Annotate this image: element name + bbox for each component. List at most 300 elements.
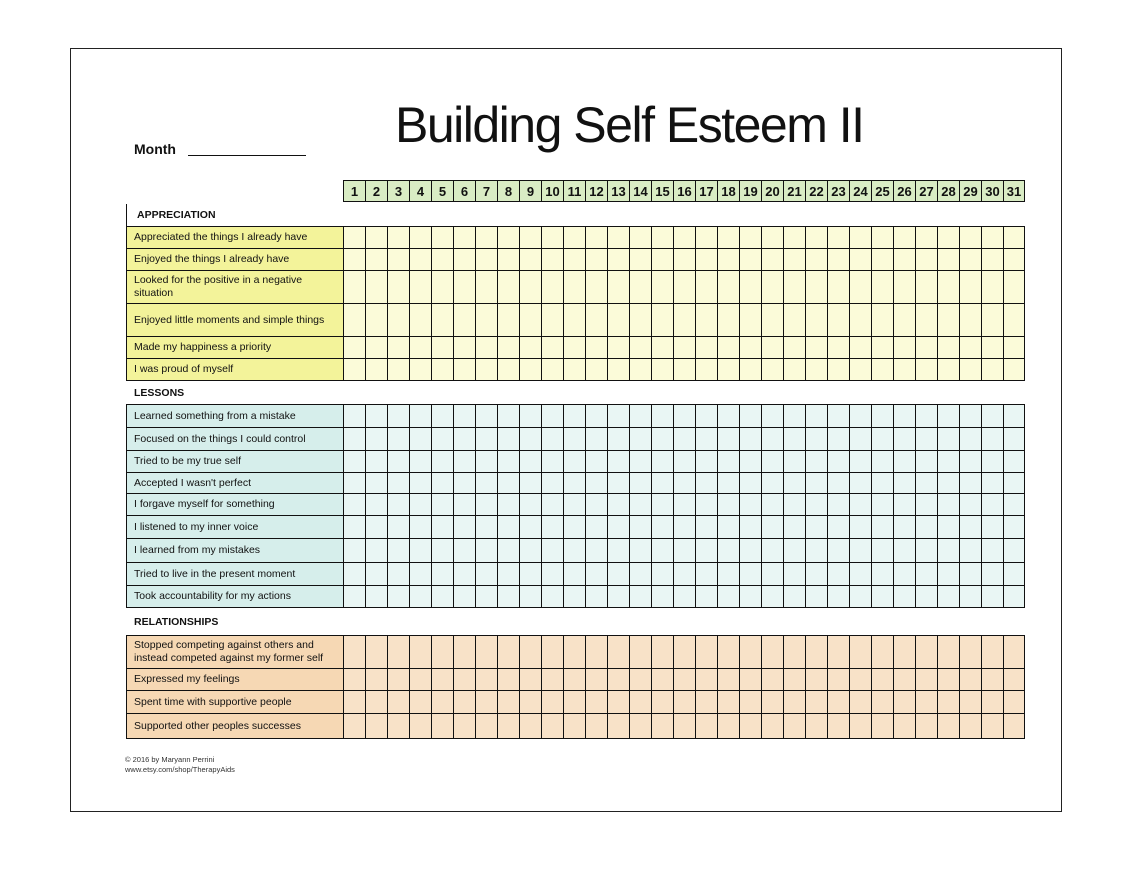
checkbox-cell[interactable] <box>849 472 871 493</box>
checkbox-cell[interactable] <box>1003 248 1025 270</box>
checkbox-cell[interactable] <box>871 303 893 336</box>
checkbox-cell[interactable] <box>695 427 717 450</box>
checkbox-cell[interactable] <box>871 450 893 472</box>
checkbox-cell[interactable] <box>519 358 541 380</box>
checkbox-cell[interactable] <box>409 472 431 493</box>
checkbox-cell[interactable] <box>475 427 497 450</box>
checkbox-cell[interactable] <box>585 668 607 690</box>
checkbox-cell[interactable] <box>497 493 519 515</box>
checkbox-cell[interactable] <box>959 515 981 538</box>
checkbox-cell[interactable] <box>717 336 739 358</box>
checkbox-cell[interactable] <box>915 493 937 515</box>
checkbox-cell[interactable] <box>871 270 893 303</box>
checkbox-cell[interactable] <box>783 635 805 668</box>
checkbox-cell[interactable] <box>959 404 981 427</box>
checkbox-cell[interactable] <box>387 226 409 248</box>
checkbox-cell[interactable] <box>585 713 607 738</box>
checkbox-cell[interactable] <box>761 404 783 427</box>
checkbox-cell[interactable] <box>937 358 959 380</box>
checkbox-cell[interactable] <box>827 358 849 380</box>
checkbox-cell[interactable] <box>827 303 849 336</box>
checkbox-cell[interactable] <box>937 427 959 450</box>
checkbox-cell[interactable] <box>365 713 387 738</box>
checkbox-cell[interactable] <box>981 713 1003 738</box>
checkbox-cell[interactable] <box>717 427 739 450</box>
checkbox-cell[interactable] <box>585 472 607 493</box>
checkbox-cell[interactable] <box>981 690 1003 713</box>
checkbox-cell[interactable] <box>827 450 849 472</box>
checkbox-cell[interactable] <box>497 562 519 585</box>
checkbox-cell[interactable] <box>827 538 849 562</box>
checkbox-cell[interactable] <box>475 493 497 515</box>
checkbox-cell[interactable] <box>1003 472 1025 493</box>
checkbox-cell[interactable] <box>717 585 739 607</box>
checkbox-cell[interactable] <box>783 303 805 336</box>
checkbox-cell[interactable] <box>849 270 871 303</box>
checkbox-cell[interactable] <box>695 303 717 336</box>
checkbox-cell[interactable] <box>365 538 387 562</box>
checkbox-cell[interactable] <box>585 270 607 303</box>
checkbox-cell[interactable] <box>805 562 827 585</box>
checkbox-cell[interactable] <box>607 493 629 515</box>
checkbox-cell[interactable] <box>431 538 453 562</box>
checkbox-cell[interactable] <box>607 585 629 607</box>
checkbox-cell[interactable] <box>761 562 783 585</box>
checkbox-cell[interactable] <box>893 668 915 690</box>
checkbox-cell[interactable] <box>431 562 453 585</box>
checkbox-cell[interactable] <box>871 472 893 493</box>
checkbox-cell[interactable] <box>453 472 475 493</box>
checkbox-cell[interactable] <box>695 585 717 607</box>
checkbox-cell[interactable] <box>365 248 387 270</box>
checkbox-cell[interactable] <box>475 226 497 248</box>
checkbox-cell[interactable] <box>937 404 959 427</box>
checkbox-cell[interactable] <box>695 358 717 380</box>
checkbox-cell[interactable] <box>893 635 915 668</box>
checkbox-cell[interactable] <box>431 472 453 493</box>
checkbox-cell[interactable] <box>387 515 409 538</box>
checkbox-cell[interactable] <box>937 450 959 472</box>
checkbox-cell[interactable] <box>629 303 651 336</box>
checkbox-cell[interactable] <box>629 562 651 585</box>
checkbox-cell[interactable] <box>1003 515 1025 538</box>
checkbox-cell[interactable] <box>915 404 937 427</box>
checkbox-cell[interactable] <box>497 270 519 303</box>
checkbox-cell[interactable] <box>783 248 805 270</box>
checkbox-cell[interactable] <box>915 713 937 738</box>
checkbox-cell[interactable] <box>563 270 585 303</box>
checkbox-cell[interactable] <box>651 635 673 668</box>
checkbox-cell[interactable] <box>981 336 1003 358</box>
checkbox-cell[interactable] <box>431 450 453 472</box>
checkbox-cell[interactable] <box>629 713 651 738</box>
checkbox-cell[interactable] <box>453 270 475 303</box>
checkbox-cell[interactable] <box>585 226 607 248</box>
checkbox-cell[interactable] <box>431 668 453 690</box>
checkbox-cell[interactable] <box>651 585 673 607</box>
checkbox-cell[interactable] <box>827 226 849 248</box>
checkbox-cell[interactable] <box>739 404 761 427</box>
checkbox-cell[interactable] <box>937 515 959 538</box>
checkbox-cell[interactable] <box>629 585 651 607</box>
checkbox-cell[interactable] <box>827 336 849 358</box>
checkbox-cell[interactable] <box>409 562 431 585</box>
checkbox-cell[interactable] <box>673 515 695 538</box>
checkbox-cell[interactable] <box>893 690 915 713</box>
checkbox-cell[interactable] <box>497 226 519 248</box>
checkbox-cell[interactable] <box>409 427 431 450</box>
checkbox-cell[interactable] <box>365 690 387 713</box>
checkbox-cell[interactable] <box>497 450 519 472</box>
checkbox-cell[interactable] <box>519 635 541 668</box>
checkbox-cell[interactable] <box>497 303 519 336</box>
checkbox-cell[interactable] <box>431 303 453 336</box>
checkbox-cell[interactable] <box>739 336 761 358</box>
checkbox-cell[interactable] <box>585 336 607 358</box>
checkbox-cell[interactable] <box>1003 404 1025 427</box>
checkbox-cell[interactable] <box>805 270 827 303</box>
checkbox-cell[interactable] <box>849 690 871 713</box>
checkbox-cell[interactable] <box>717 303 739 336</box>
checkbox-cell[interactable] <box>651 336 673 358</box>
checkbox-cell[interactable] <box>497 427 519 450</box>
checkbox-cell[interactable] <box>651 515 673 538</box>
checkbox-cell[interactable] <box>431 427 453 450</box>
checkbox-cell[interactable] <box>585 358 607 380</box>
checkbox-cell[interactable] <box>981 585 1003 607</box>
checkbox-cell[interactable] <box>343 538 365 562</box>
checkbox-cell[interactable] <box>607 635 629 668</box>
checkbox-cell[interactable] <box>849 538 871 562</box>
checkbox-cell[interactable] <box>497 358 519 380</box>
checkbox-cell[interactable] <box>915 515 937 538</box>
checkbox-cell[interactable] <box>849 668 871 690</box>
checkbox-cell[interactable] <box>629 270 651 303</box>
checkbox-cell[interactable] <box>673 562 695 585</box>
checkbox-cell[interactable] <box>981 427 1003 450</box>
checkbox-cell[interactable] <box>827 472 849 493</box>
checkbox-cell[interactable] <box>783 493 805 515</box>
checkbox-cell[interactable] <box>431 226 453 248</box>
checkbox-cell[interactable] <box>629 635 651 668</box>
checkbox-cell[interactable] <box>805 450 827 472</box>
checkbox-cell[interactable] <box>1003 562 1025 585</box>
checkbox-cell[interactable] <box>673 585 695 607</box>
checkbox-cell[interactable] <box>673 450 695 472</box>
checkbox-cell[interactable] <box>387 538 409 562</box>
checkbox-cell[interactable] <box>541 515 563 538</box>
checkbox-cell[interactable] <box>343 404 365 427</box>
checkbox-cell[interactable] <box>761 515 783 538</box>
checkbox-cell[interactable] <box>365 404 387 427</box>
checkbox-cell[interactable] <box>519 690 541 713</box>
checkbox-cell[interactable] <box>673 336 695 358</box>
checkbox-cell[interactable] <box>607 303 629 336</box>
checkbox-cell[interactable] <box>783 538 805 562</box>
checkbox-cell[interactable] <box>871 538 893 562</box>
checkbox-cell[interactable] <box>695 248 717 270</box>
checkbox-cell[interactable] <box>915 472 937 493</box>
checkbox-cell[interactable] <box>805 635 827 668</box>
checkbox-cell[interactable] <box>409 690 431 713</box>
checkbox-cell[interactable] <box>497 713 519 738</box>
checkbox-cell[interactable] <box>409 270 431 303</box>
checkbox-cell[interactable] <box>673 248 695 270</box>
checkbox-cell[interactable] <box>431 358 453 380</box>
checkbox-cell[interactable] <box>871 713 893 738</box>
checkbox-cell[interactable] <box>893 493 915 515</box>
checkbox-cell[interactable] <box>805 404 827 427</box>
checkbox-cell[interactable] <box>629 450 651 472</box>
checkbox-cell[interactable] <box>541 562 563 585</box>
checkbox-cell[interactable] <box>893 450 915 472</box>
checkbox-cell[interactable] <box>761 690 783 713</box>
checkbox-cell[interactable] <box>365 635 387 668</box>
checkbox-cell[interactable] <box>563 538 585 562</box>
checkbox-cell[interactable] <box>563 472 585 493</box>
checkbox-cell[interactable] <box>739 472 761 493</box>
checkbox-cell[interactable] <box>1003 226 1025 248</box>
checkbox-cell[interactable] <box>959 358 981 380</box>
checkbox-cell[interactable] <box>651 690 673 713</box>
checkbox-cell[interactable] <box>915 336 937 358</box>
checkbox-cell[interactable] <box>651 248 673 270</box>
checkbox-cell[interactable] <box>497 248 519 270</box>
checkbox-cell[interactable] <box>695 515 717 538</box>
checkbox-cell[interactable] <box>783 713 805 738</box>
checkbox-cell[interactable] <box>541 585 563 607</box>
checkbox-cell[interactable] <box>761 668 783 690</box>
checkbox-cell[interactable] <box>453 303 475 336</box>
checkbox-cell[interactable] <box>387 336 409 358</box>
checkbox-cell[interactable] <box>761 358 783 380</box>
checkbox-cell[interactable] <box>497 668 519 690</box>
checkbox-cell[interactable] <box>607 450 629 472</box>
checkbox-cell[interactable] <box>541 248 563 270</box>
checkbox-cell[interactable] <box>431 635 453 668</box>
checkbox-cell[interactable] <box>761 493 783 515</box>
checkbox-cell[interactable] <box>981 358 1003 380</box>
checkbox-cell[interactable] <box>739 515 761 538</box>
checkbox-cell[interactable] <box>849 248 871 270</box>
checkbox-cell[interactable] <box>673 427 695 450</box>
checkbox-cell[interactable] <box>563 358 585 380</box>
checkbox-cell[interactable] <box>849 515 871 538</box>
checkbox-cell[interactable] <box>959 585 981 607</box>
checkbox-cell[interactable] <box>541 635 563 668</box>
checkbox-cell[interactable] <box>629 248 651 270</box>
checkbox-cell[interactable] <box>937 690 959 713</box>
checkbox-cell[interactable] <box>893 270 915 303</box>
checkbox-cell[interactable] <box>519 248 541 270</box>
checkbox-cell[interactable] <box>519 270 541 303</box>
checkbox-cell[interactable] <box>497 515 519 538</box>
checkbox-cell[interactable] <box>343 303 365 336</box>
checkbox-cell[interactable] <box>1003 270 1025 303</box>
checkbox-cell[interactable] <box>585 303 607 336</box>
checkbox-cell[interactable] <box>937 585 959 607</box>
checkbox-cell[interactable] <box>871 668 893 690</box>
checkbox-cell[interactable] <box>607 404 629 427</box>
checkbox-cell[interactable] <box>585 690 607 713</box>
checkbox-cell[interactable] <box>629 668 651 690</box>
checkbox-cell[interactable] <box>959 270 981 303</box>
checkbox-cell[interactable] <box>409 713 431 738</box>
checkbox-cell[interactable] <box>365 585 387 607</box>
checkbox-cell[interactable] <box>629 515 651 538</box>
checkbox-cell[interactable] <box>629 336 651 358</box>
checkbox-cell[interactable] <box>607 515 629 538</box>
checkbox-cell[interactable] <box>893 226 915 248</box>
checkbox-cell[interactable] <box>651 450 673 472</box>
checkbox-cell[interactable] <box>849 585 871 607</box>
checkbox-cell[interactable] <box>563 226 585 248</box>
checkbox-cell[interactable] <box>343 270 365 303</box>
checkbox-cell[interactable] <box>343 358 365 380</box>
checkbox-cell[interactable] <box>475 690 497 713</box>
checkbox-cell[interactable] <box>783 270 805 303</box>
checkbox-cell[interactable] <box>717 538 739 562</box>
checkbox-cell[interactable] <box>387 690 409 713</box>
checkbox-cell[interactable] <box>519 450 541 472</box>
checkbox-cell[interactable] <box>959 690 981 713</box>
checkbox-cell[interactable] <box>607 427 629 450</box>
checkbox-cell[interactable] <box>343 635 365 668</box>
checkbox-cell[interactable] <box>849 450 871 472</box>
checkbox-cell[interactable] <box>1003 585 1025 607</box>
checkbox-cell[interactable] <box>409 336 431 358</box>
checkbox-cell[interactable] <box>541 538 563 562</box>
checkbox-cell[interactable] <box>805 690 827 713</box>
checkbox-cell[interactable] <box>827 404 849 427</box>
checkbox-cell[interactable] <box>563 690 585 713</box>
checkbox-cell[interactable] <box>717 713 739 738</box>
checkbox-cell[interactable] <box>673 668 695 690</box>
checkbox-cell[interactable] <box>849 635 871 668</box>
checkbox-cell[interactable] <box>827 635 849 668</box>
checkbox-cell[interactable] <box>453 635 475 668</box>
checkbox-cell[interactable] <box>475 538 497 562</box>
checkbox-cell[interactable] <box>409 404 431 427</box>
checkbox-cell[interactable] <box>959 668 981 690</box>
checkbox-cell[interactable] <box>343 336 365 358</box>
checkbox-cell[interactable] <box>453 493 475 515</box>
checkbox-cell[interactable] <box>1003 690 1025 713</box>
checkbox-cell[interactable] <box>475 635 497 668</box>
checkbox-cell[interactable] <box>805 538 827 562</box>
checkbox-cell[interactable] <box>717 404 739 427</box>
checkbox-cell[interactable] <box>827 493 849 515</box>
checkbox-cell[interactable] <box>871 493 893 515</box>
checkbox-cell[interactable] <box>453 450 475 472</box>
checkbox-cell[interactable] <box>849 493 871 515</box>
checkbox-cell[interactable] <box>629 427 651 450</box>
checkbox-cell[interactable] <box>915 270 937 303</box>
checkbox-cell[interactable] <box>981 404 1003 427</box>
checkbox-cell[interactable] <box>607 690 629 713</box>
checkbox-cell[interactable] <box>739 538 761 562</box>
checkbox-cell[interactable] <box>761 713 783 738</box>
checkbox-cell[interactable] <box>1003 713 1025 738</box>
checkbox-cell[interactable] <box>893 336 915 358</box>
checkbox-cell[interactable] <box>695 668 717 690</box>
checkbox-cell[interactable] <box>541 270 563 303</box>
checkbox-cell[interactable] <box>585 562 607 585</box>
checkbox-cell[interactable] <box>717 635 739 668</box>
checkbox-cell[interactable] <box>849 404 871 427</box>
checkbox-cell[interactable] <box>387 404 409 427</box>
checkbox-cell[interactable] <box>783 668 805 690</box>
checkbox-cell[interactable] <box>453 358 475 380</box>
checkbox-cell[interactable] <box>563 515 585 538</box>
checkbox-cell[interactable] <box>937 248 959 270</box>
checkbox-cell[interactable] <box>541 404 563 427</box>
checkbox-cell[interactable] <box>981 668 1003 690</box>
checkbox-cell[interactable] <box>519 538 541 562</box>
checkbox-cell[interactable] <box>387 713 409 738</box>
checkbox-cell[interactable] <box>739 450 761 472</box>
checkbox-cell[interactable] <box>519 472 541 493</box>
checkbox-cell[interactable] <box>827 248 849 270</box>
checkbox-cell[interactable] <box>563 303 585 336</box>
checkbox-cell[interactable] <box>915 358 937 380</box>
checkbox-cell[interactable] <box>717 270 739 303</box>
checkbox-cell[interactable] <box>431 713 453 738</box>
checkbox-cell[interactable] <box>475 668 497 690</box>
checkbox-cell[interactable] <box>585 493 607 515</box>
checkbox-cell[interactable] <box>475 303 497 336</box>
checkbox-cell[interactable] <box>981 303 1003 336</box>
checkbox-cell[interactable] <box>409 515 431 538</box>
checkbox-cell[interactable] <box>563 404 585 427</box>
checkbox-cell[interactable] <box>827 562 849 585</box>
checkbox-cell[interactable] <box>365 472 387 493</box>
checkbox-cell[interactable] <box>563 562 585 585</box>
checkbox-cell[interactable] <box>629 358 651 380</box>
checkbox-cell[interactable] <box>387 358 409 380</box>
checkbox-cell[interactable] <box>871 515 893 538</box>
checkbox-cell[interactable] <box>541 450 563 472</box>
checkbox-cell[interactable] <box>739 635 761 668</box>
checkbox-cell[interactable] <box>717 493 739 515</box>
checkbox-cell[interactable] <box>937 472 959 493</box>
checkbox-cell[interactable] <box>519 303 541 336</box>
checkbox-cell[interactable] <box>409 538 431 562</box>
checkbox-cell[interactable] <box>827 270 849 303</box>
checkbox-cell[interactable] <box>739 226 761 248</box>
checkbox-cell[interactable] <box>585 515 607 538</box>
checkbox-cell[interactable] <box>915 585 937 607</box>
checkbox-cell[interactable] <box>915 635 937 668</box>
checkbox-cell[interactable] <box>541 690 563 713</box>
checkbox-cell[interactable] <box>673 226 695 248</box>
checkbox-cell[interactable] <box>871 248 893 270</box>
checkbox-cell[interactable] <box>343 515 365 538</box>
checkbox-cell[interactable] <box>695 538 717 562</box>
checkbox-cell[interactable] <box>695 336 717 358</box>
checkbox-cell[interactable] <box>673 404 695 427</box>
checkbox-cell[interactable] <box>365 270 387 303</box>
checkbox-cell[interactable] <box>827 585 849 607</box>
checkbox-cell[interactable] <box>497 336 519 358</box>
checkbox-cell[interactable] <box>629 690 651 713</box>
checkbox-cell[interactable] <box>805 248 827 270</box>
checkbox-cell[interactable] <box>629 493 651 515</box>
checkbox-cell[interactable] <box>783 450 805 472</box>
checkbox-cell[interactable] <box>915 690 937 713</box>
checkbox-cell[interactable] <box>1003 635 1025 668</box>
checkbox-cell[interactable] <box>673 713 695 738</box>
